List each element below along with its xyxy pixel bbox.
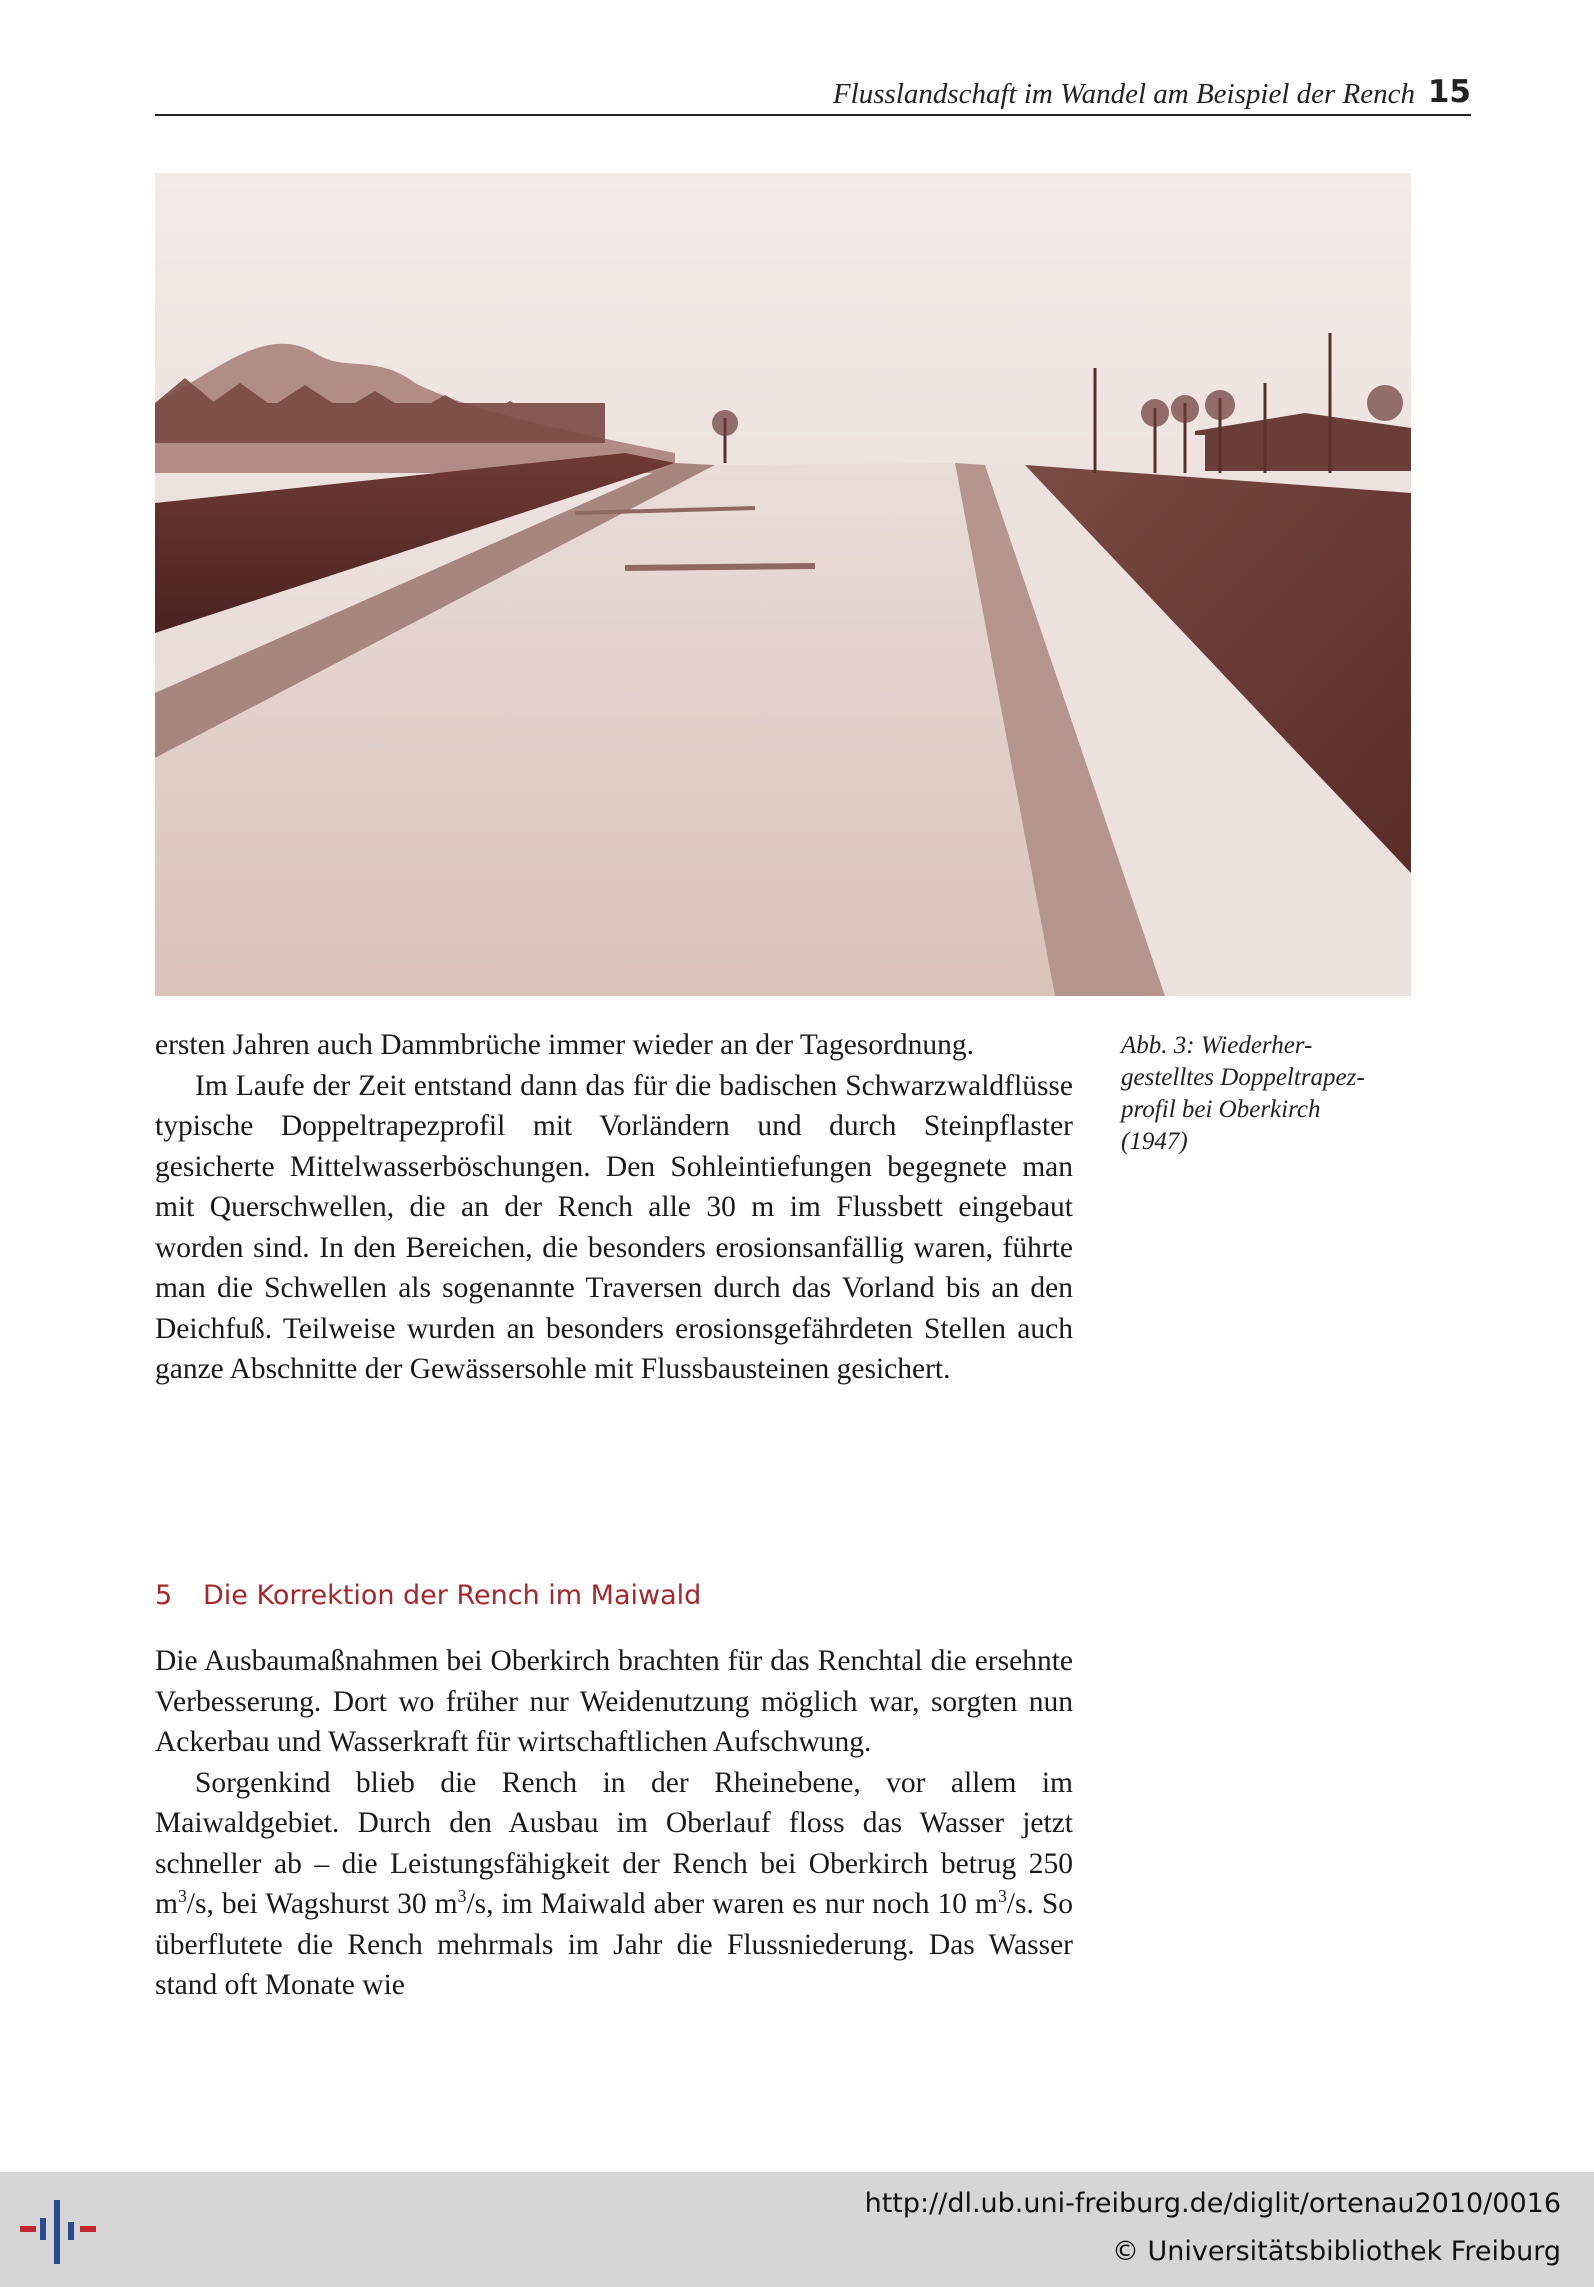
- running-header: [155, 70, 1471, 116]
- source-url-link[interactable]: http://dl.ub.uni-freiburg.de/diglit/ortenau2010/0016: [864, 2188, 1561, 2219]
- caption-line: gestelltes Doppeltrapez-: [1121, 1064, 1365, 1091]
- historic-photo-river-canal: [155, 173, 1411, 996]
- copyright-notice: © Universitätsbibliothek Freiburg: [1111, 2236, 1561, 2267]
- body-text-upper: [155, 1025, 1073, 1390]
- text-run: Sorgenkind blieb die Rench in der Rheinebene, vor allem im Maiwaldgebiet. Durch den Ausbau im Oberlauf floss das Wasser jetzt schneller ab – die Leistungsfähigkeit der Rench bei Oberkirch betrug 250 m: [155, 1766, 1073, 1920]
- paragraph: [155, 1763, 1073, 2006]
- superscript: 3: [177, 1886, 187, 1907]
- superscript: 3: [997, 1886, 1007, 1907]
- section-number: 5: [155, 1580, 173, 1611]
- page-number: 15: [1427, 74, 1471, 110]
- running-title: Flusslandschaft im Wandel am Beispiel der Rench: [832, 78, 1415, 110]
- body-text-lower: [155, 1641, 1073, 2006]
- paragraph: Die Ausbaumaßnahmen bei Oberkirch brachten für das Renchtal die ersehnte Verbesserung. Dort wo früher nur Weidenutzung möglich war, sorgten nun Ackerbau und Wasserkraft für wirtschaftlichen Aufschwung.: [155, 1645, 1073, 1758]
- section-title: Die Korrektion der Rench im Maiwald: [203, 1580, 702, 1611]
- section-heading: [155, 1580, 701, 1611]
- superscript: 3: [457, 1886, 467, 1907]
- footer-bar: [0, 2172, 1594, 2287]
- figure-caption: [1121, 1030, 1411, 1158]
- text-run: /s. So überflutete die Rench mehrmals im Jahr die Flussniederung. Das Wasser stand oft Monate wie: [155, 1888, 1073, 2001]
- caption-line: profil bei Oberkirch: [1121, 1096, 1321, 1123]
- text-run: /s, bei Wagshurst 30 m: [186, 1888, 458, 1920]
- caption-line: (1947): [1121, 1128, 1188, 1155]
- paragraph: Im Laufe der Zeit entstand dann das für die badischen Schwarzwaldflüsse typische Doppeltrapezprofil mit Vorländern und durch Steinpflaster gesicherte Mittelwasserböschungen. Den Sohleintiefungen begegnete man mit Querschwellen, die an der Rench alle 30 m im Flussbett eingebaut worden sind. In den Bereichen, die besonders erosionsanfällig waren, führte man die Schwellen als sogenannte Traversen durch das Vorland bis an den Deichfuß. Teilweise wurden an besonders erosionsgefährdeten Stellen auch ganze Abschnitte der Gewässersohle mit Flussbausteinen gesichert.: [155, 1069, 1073, 1385]
- caption-line: Abb. 3: Wiederher-: [1121, 1032, 1313, 1059]
- library-logo-icon: [20, 2192, 100, 2272]
- paragraph: ersten Jahren auch Dammbrüche immer wieder an der Tagesordnung.: [155, 1029, 974, 1061]
- text-run: /s, im Maiwald aber waren es nur noch 10 m: [466, 1888, 998, 1920]
